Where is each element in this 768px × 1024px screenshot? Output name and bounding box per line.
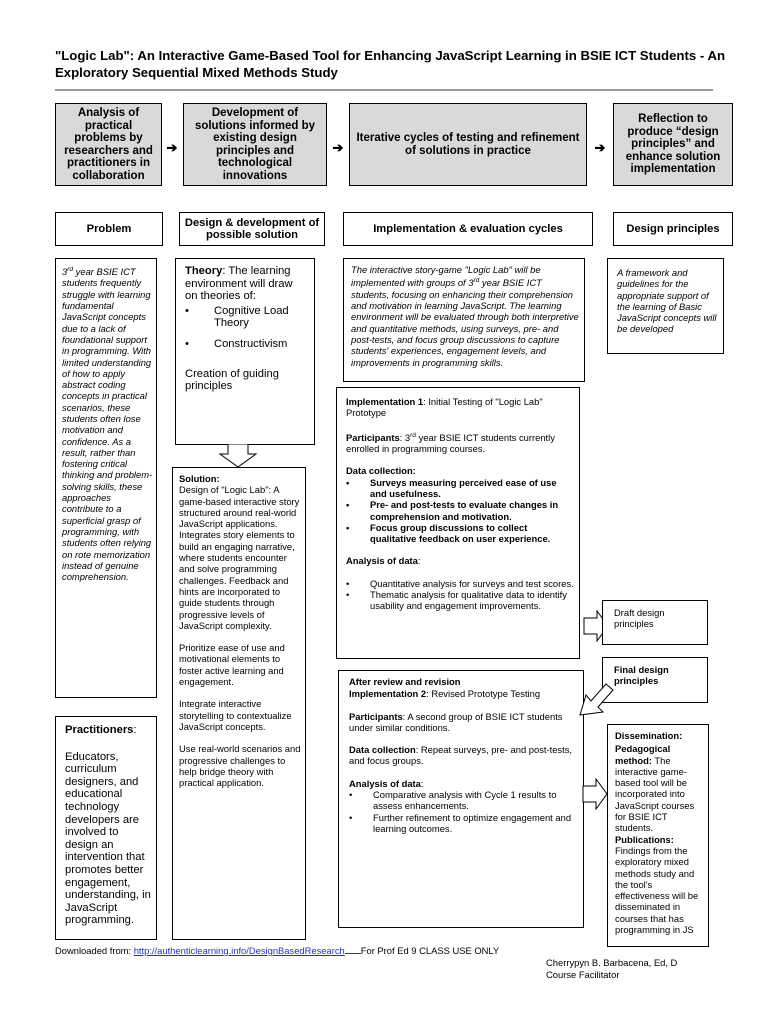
framework-box: [607, 258, 724, 354]
solution-heading: Solution:: [179, 473, 220, 484]
footer-class-use: For Prof Ed 9 CLASS USE ONLY: [360, 945, 500, 956]
impl1-data-item: • Focus group discussions to collect qualitative feedback on user experience.: [346, 522, 574, 545]
arrow-right-icon: ➔: [166, 140, 178, 155]
impl2-data-label: Data collection: [349, 744, 416, 756]
impl1-participants-label: Participants: [346, 431, 400, 443]
draft-principles-text: Draft design principles: [614, 607, 665, 630]
theory-box: [175, 258, 315, 445]
page-title: "Logic Lab": An Interactive Game-Based Tool for Enhancing JavaScript Learning in BSIE ICT Students - An Exploratory Sequential Mixed Methods Study: [55, 48, 726, 80]
theory-item: • Cognitive Load Theory: [185, 305, 308, 330]
impl2-participants-text: : A second group of BSIE ICT students under similar conditions.: [349, 710, 563, 733]
implementation-intro-box: [343, 258, 585, 382]
arrow-right-icon: ➔: [594, 140, 606, 155]
impl1-analysis-label: Analysis of data: [346, 555, 418, 567]
phase-development: Development of solutions informed by existing design principles and technological innovations: [183, 103, 327, 186]
impl1-data-item: • Surveys measuring perceived ease of use and usefulness.: [346, 477, 574, 500]
dissemination-pub-text: Findings from the exploratory mixed methods study and the tool's effectiveness will be disseminated in courses that has programming in JS: [615, 844, 699, 936]
solution-p2: Prioritize ease of use and motivational elements to foster active learning and engagement.: [179, 642, 285, 688]
theory-heading: Theory: [185, 265, 223, 277]
practitioners-box: Practitioners: Educators, curriculum designers, and educational technology developers are involved to design an intervention that promotes better engagement, understanding, in JavaScript programming.: [55, 716, 157, 940]
solution-p3: Integrate interactive storytelling to contextualize JavaScript concepts.: [179, 698, 292, 732]
footer-downloaded: Downloaded from:: [55, 945, 134, 956]
draft-principles-box: [602, 600, 708, 645]
impl2-analysis-item: • Comparative analysis with Cycle 1 results to assess enhancements.: [349, 789, 578, 812]
phase-analysis: Analysis of practical problems by researchers and practitioners in collaboration: [55, 103, 162, 186]
label-problem: Problem: [55, 212, 163, 246]
solution-box: [172, 467, 306, 940]
impl1-heading: Implementation 1: [346, 396, 424, 407]
title-divider: [55, 89, 713, 91]
impl2-participants-label: Participants: [349, 710, 403, 722]
final-principles-text: Final design principles: [614, 664, 669, 687]
implementation-1-box: Implementation 1: Initial Testing of "Logic Lab" Prototype Participants: 3rd year BSIE ICT students currently enrolled in programming courses. Data collection: • Surveys measuring perceived ease of use and usefulness. • Pre- and post-tests to evaluate changes in comprehension and motivation. • Focus group discussions to collect qualitative feedback on user experience. Analysis of data: • Quantitative analysis for surveys and test scores. • Thematic analysis for qualitative data to identify usability and engagement improvements.: [336, 387, 580, 659]
footer-author: Cherrypyn B. Barbacena, Ed, D: [546, 957, 678, 968]
label-design-principles: Design principles: [613, 212, 733, 246]
impl2-review: After review and revision: [349, 676, 461, 687]
footer-role: Course Facilitator: [546, 969, 620, 980]
dissemination-box: [607, 724, 709, 947]
solution-p4: Use real-world scenarios and progressive challenges to help bridge theory with practical application.: [179, 743, 301, 789]
dissemination-method-text: The interactive game-based tool will be incorporated into JavaScript courses for BSIE ICT students.: [615, 754, 695, 834]
dissemination-method-label: Pedagogical method:: [615, 743, 671, 766]
source-link[interactable]: http://authenticlearning.info/DesignBasedResearch: [133, 945, 345, 956]
impl2-heading: Implementation 2: [349, 688, 427, 700]
impl2-analysis-item: • Further refinement to optimize engagement and learning outcomes.: [349, 812, 578, 835]
impl2-analysis-label: Analysis of data: [349, 777, 421, 789]
impl1-participants-text: : 3rd year BSIE ICT students currently enrolled in programming courses.: [346, 431, 555, 455]
impl1-analysis-item: • Quantitative analysis for surveys and test scores.: [346, 578, 574, 589]
impl2-data-text: : Repeat surveys, pre- and post-tests, and focus groups.: [349, 744, 573, 767]
problem-text: 3rd year BSIE ICT students frequently struggle with learning fundamental JavaScript concepts due to a lack of foundational support in programming. With limited understanding of how to apply abstract coding concepts in practical scenarios, these students often lose motivation and confidence. As a result, rather than fostering critical thinking and problem-solving skills, these approaches contribute to a superficial grasp of programming, with students often relying on rote memorization instead of genuine comprehension.: [62, 266, 153, 583]
implementation-2-box: After review and revision Implementation 2: Revised Prototype Testing Participants: A second group of BSIE ICT students under similar conditions. Data collection: Repeat surveys, pre- and post-tests, and focus groups. Analysis of data: • Comparative analysis with Cycle 1 results to assess enhancements. • Further refinement to optimize engagement and learning outcomes.: [338, 670, 584, 928]
framework-text: A framework and guidelines for the appropriate support of the learning of Basic JavaScript concepts will be developed: [617, 267, 717, 335]
down-arrow-icon: [218, 444, 258, 468]
phase-reflection: Reflection to produce “design principles” and enhance solution implementation: [613, 103, 733, 186]
label-design: Design & development of possible solution: [179, 212, 325, 246]
theory-item: • Constructivism: [185, 338, 308, 351]
practitioners-heading: Practitioners: [65, 724, 134, 736]
right-arrow-icon: [582, 778, 608, 810]
impl1-analysis-item: • Thematic analysis for qualitative data to identify usability and engagement improvements.: [346, 589, 574, 612]
arrow-right-icon: ➔: [332, 140, 344, 155]
diagonal-arrow-icon: [578, 678, 618, 718]
dissemination-heading: Dissemination:: [615, 730, 683, 741]
theory-guiding: Creation of guiding principles: [185, 367, 279, 393]
impl1-data-item: • Pre- and post-tests to evaluate changes in comprehension and motivation.: [346, 499, 574, 522]
impl1-heading-rest: : Initial Testing of "Logic Lab" Prototype: [346, 396, 543, 419]
label-implementation: Implementation & evaluation cycles: [343, 212, 593, 246]
theory-intro: : The learning environment will draw on theories of:: [185, 265, 293, 303]
implementation-intro-text: The interactive story-game "Logic Lab" will be implemented with groups of 3rd year BSIE ICT students, focusing on enhancing their comprehension and motivation in learning JavaScript. The learning environment will be evaluated through both interpretive and quantitative methods, using surveys, pre- and post-tests, and focus group discussions to capture students' experiences, engagement levels, and improvements in programming skills.: [351, 264, 579, 368]
problem-box: [55, 258, 157, 698]
phase-iterative: Iterative cycles of testing and refinement of solutions in practice: [349, 103, 587, 186]
impl2-heading-rest: : Revised Prototype Testing: [426, 688, 541, 700]
dissemination-pub-label: Publications:: [615, 833, 674, 845]
footer-source: [55, 945, 575, 956]
solution-p1: Design of "Logic Lab": A game-based interactive story structured around real-world JavaScript applications. Integrates story elements to build an engaging narrative, where students encounter and solve programming challenges. Feedback and hints are incorporated to guide students through progressive levels of JavaScript complexity.: [179, 484, 300, 631]
practitioners-text: Educators, curriculum designers, and educational technology developers are involved to design an intervention that promotes better engagement, understanding, in JavaScript programming.: [65, 750, 151, 927]
impl1-data-label: Data collection:: [346, 465, 416, 477]
